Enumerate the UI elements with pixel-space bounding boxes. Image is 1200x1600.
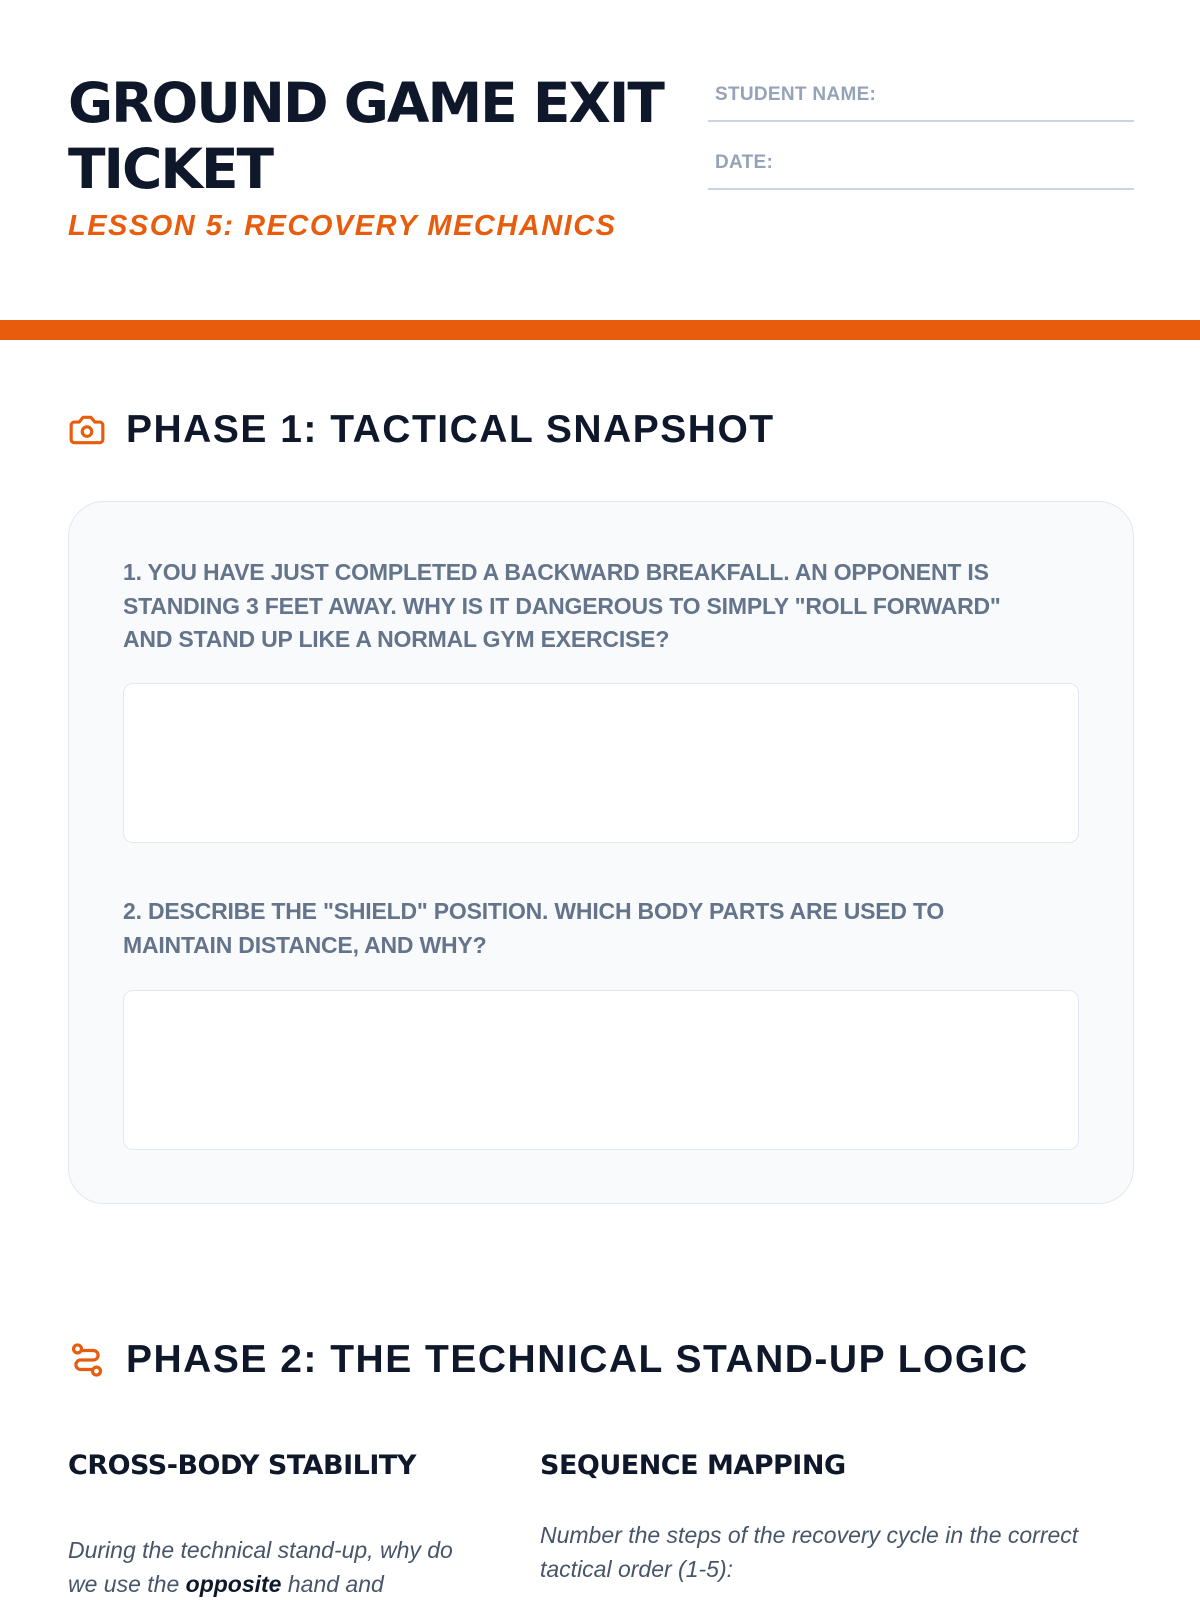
page-title: GROUND GAME EXIT TICKET <box>68 71 663 201</box>
emphasis-text: opposite <box>185 1571 282 1597</box>
cross-body-stability-prompt: During the technical stand-up, why do we use the opposite hand and <box>68 1537 453 1597</box>
worksheet-header <box>68 70 1134 260</box>
phase1-heading-text: PHASE 1: TACTICAL SNAPSHOT <box>126 408 775 451</box>
phase1-heading <box>68 408 775 452</box>
student-name-label: STUDENT NAME: <box>715 84 877 105</box>
sequence-mapping-prompt: Number the steps of the recovery cycle in the correct tactical order (1-5): <box>540 1522 1079 1582</box>
phase2-heading <box>68 1338 1029 1382</box>
student-name-field[interactable] <box>708 70 1134 122</box>
camera-icon <box>68 411 106 449</box>
question-2: 2. DESCRIBE THE "SHIELD" POSITION. WHICH BODY PARTS ARE USED TO MAINTAIN DISTANCE, AND WHY? <box>123 898 945 958</box>
phase1-card <box>68 501 1134 1204</box>
date-field[interactable] <box>708 138 1134 190</box>
route-icon <box>68 1341 106 1379</box>
date-label: DATE: <box>715 152 774 173</box>
question-1: 1. YOU HAVE JUST COMPLETED A BACKWARD BREAKFALL. AN OPPONENT IS STANDING 3 FEET AWAY. WHY IS IT DANGEROUS TO SIMPLY "ROLL FORWARD" AND STAND UP LIKE A NORMAL GYM EXERCISE? <box>123 559 1001 652</box>
sequence-mapping-heading: SEQUENCE MAPPING <box>540 1450 846 1481</box>
cross-body-stability-heading: CROSS-BODY STABILITY <box>68 1450 416 1481</box>
answer-box-1[interactable] <box>123 683 1079 843</box>
student-info-fields <box>708 70 1134 206</box>
accent-divider <box>0 320 1200 340</box>
lesson-subtitle: LESSON 5: RECOVERY MECHANICS <box>68 210 617 242</box>
phase2-heading-text: PHASE 2: THE TECHNICAL STAND-UP LOGIC <box>126 1338 1029 1381</box>
answer-box-2[interactable] <box>123 990 1079 1150</box>
